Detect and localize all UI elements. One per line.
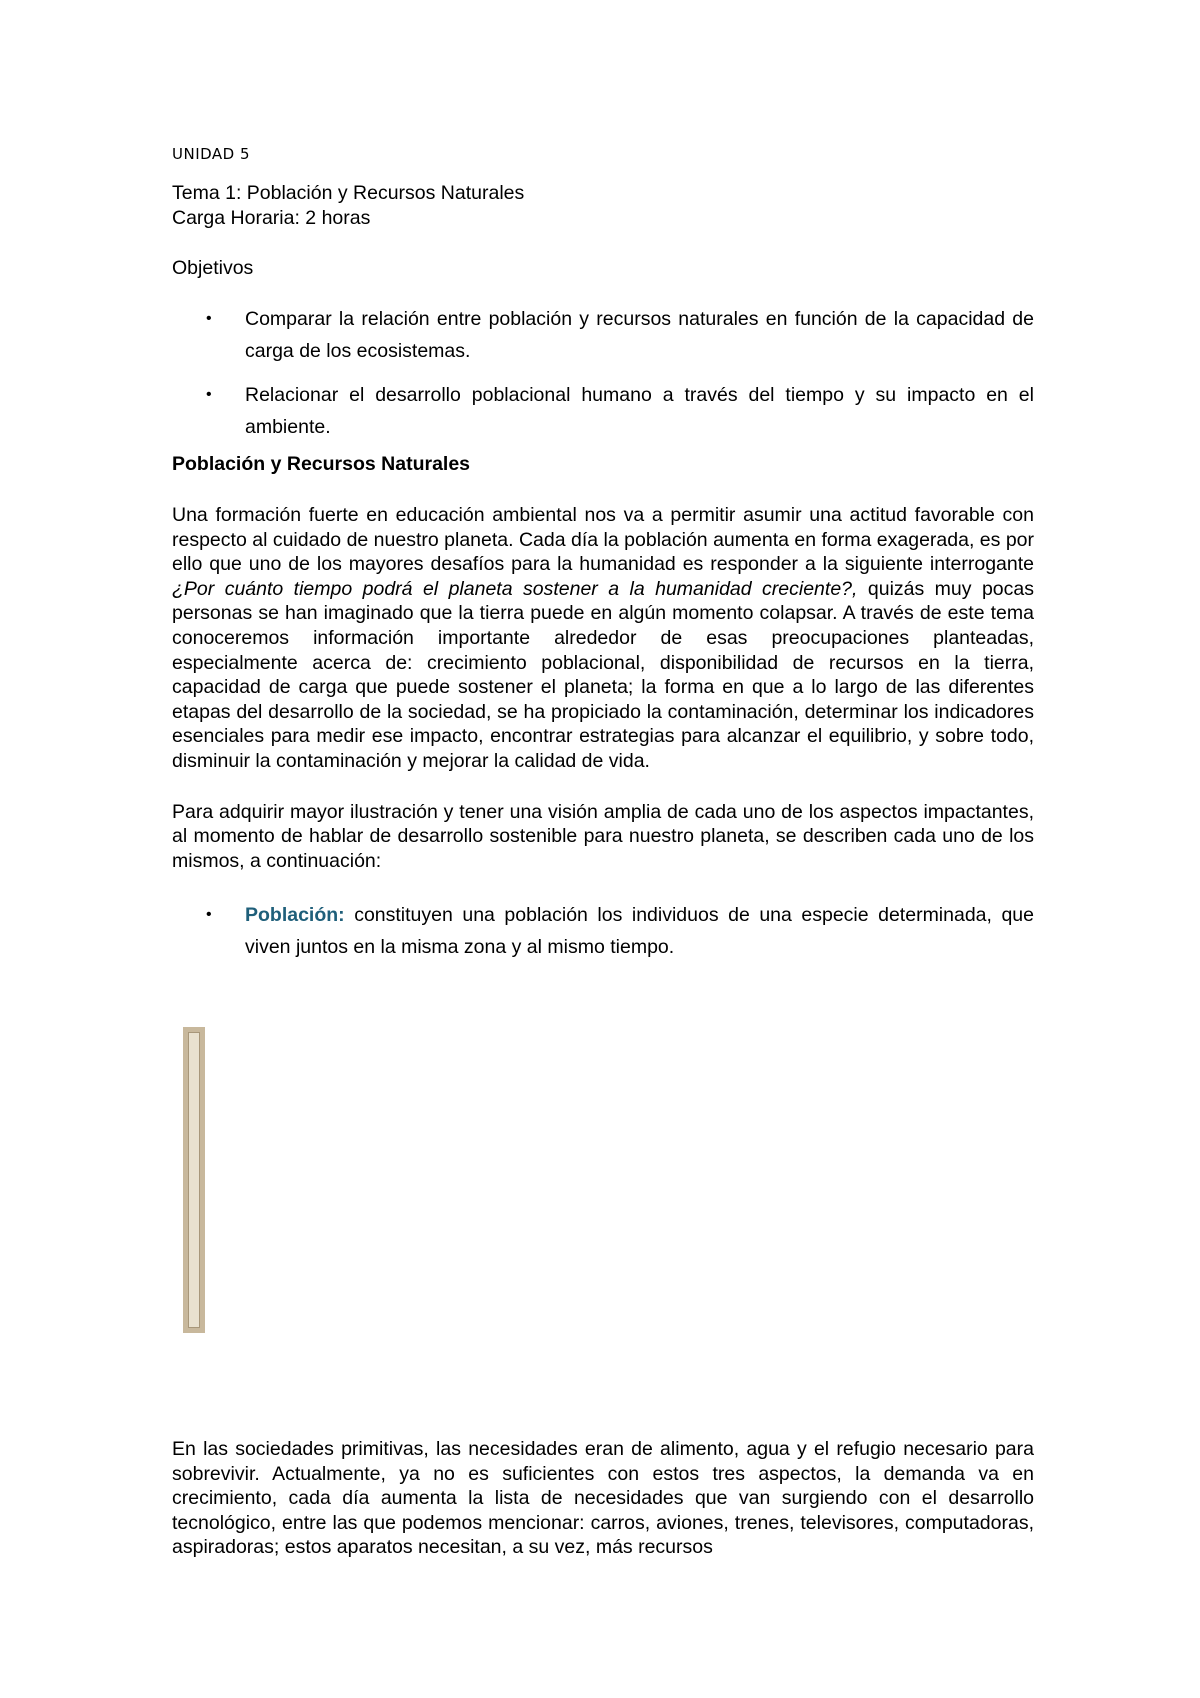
bullet-icon: •	[206, 386, 212, 403]
definitions-list	[172, 899, 1034, 963]
hours-line: Carga Horaria: 2 horas	[172, 207, 371, 229]
image-placeholder	[183, 1027, 205, 1333]
primitive-societies-paragraph: En las sociedades primitivas, las necesidades eran de alimento, agua y el refugio necesario para sobrevivir. Actualmente, ya no es suficientes con estos tres aspectos, la demanda va en crecimiento, cada día aumenta la lista de necesidades que van surgiendo con el desarrollo tecnológico, entre las que podemos mencionar: carros, aviones, trenes, televisores, computadoras, aspiradoras; estos aparatos necesitan, a su vez, más recursos	[172, 1438, 1034, 1559]
topic-line: Tema 1: Población y Recursos Naturales	[172, 182, 525, 204]
topic-info	[172, 181, 1034, 231]
intro-text-2: quizás muy pocas personas se han imaginado que la tierra puede en algún momento colapsar. A través de este tema conoceremos información importante alrededor de esas preocupaciones planteadas, especialmente acerca de: crecimiento poblacional, disponibilidad de recursos en la tierra, capacidad de carga que puede sostener el planeta; la forma en que a lo largo de las diferentes etapas del desarrollo de la sociedad, se ha propiciado la contaminación, determinar los indicadores esenciales para medir ese impacto, encontrar estrategias para alcanzar el equilibrio, y sobre todo, disminuir la contaminación y mejorar la calidad de vida.	[172, 577, 1034, 772]
intro-text-1: Una formación fuerte en educación ambiental nos va a permitir asumir una actitud favorable con respecto al cuidado de nuestro planeta. Cada día la población aumenta en forma exagerada, es por ello que uno de los mayores desafíos para la humanidad es responder a la siguiente interrogante	[172, 504, 1034, 576]
definition-text: constituyen una población los individuos de una especie determinada, que viven juntos en la misma zona y al mismo tiempo.	[245, 904, 1034, 959]
unit-title: UNIDAD 5	[172, 145, 251, 163]
intro-question: ¿Por cuánto tiempo podrá el planeta sostener a la humanidad creciente?,	[172, 577, 858, 600]
bullet-icon: •	[206, 310, 212, 327]
objective-text: Comparar la relación entre población y recursos naturales en función de la capacidad de carga de los ecosistemas.	[245, 308, 1034, 362]
definition-term: Población:	[245, 904, 345, 927]
objective-item	[172, 379, 1034, 443]
objective-text: Relacionar el desarrollo poblacional humano a través del tiempo y su impacto en el ambiente.	[245, 384, 1034, 438]
definition-item	[172, 899, 1034, 963]
objective-item	[172, 303, 1034, 367]
aspects-paragraph: Para adquirir mayor ilustración y tener una visión amplia de cada uno de los aspectos impactantes, al momento de hablar de desarrollo sostenible para nuestro planeta, se describen cada uno de los mismos, a continuación:	[172, 800, 1034, 872]
document-content	[172, 143, 1034, 975]
bullet-icon: •	[206, 906, 212, 924]
objectives-list	[172, 303, 1034, 443]
objectives-label: Objetivos	[172, 257, 254, 279]
image-placeholder-inner	[188, 1032, 200, 1328]
section-heading: Población y Recursos Naturales	[172, 453, 471, 475]
intro-paragraph	[172, 503, 1034, 774]
